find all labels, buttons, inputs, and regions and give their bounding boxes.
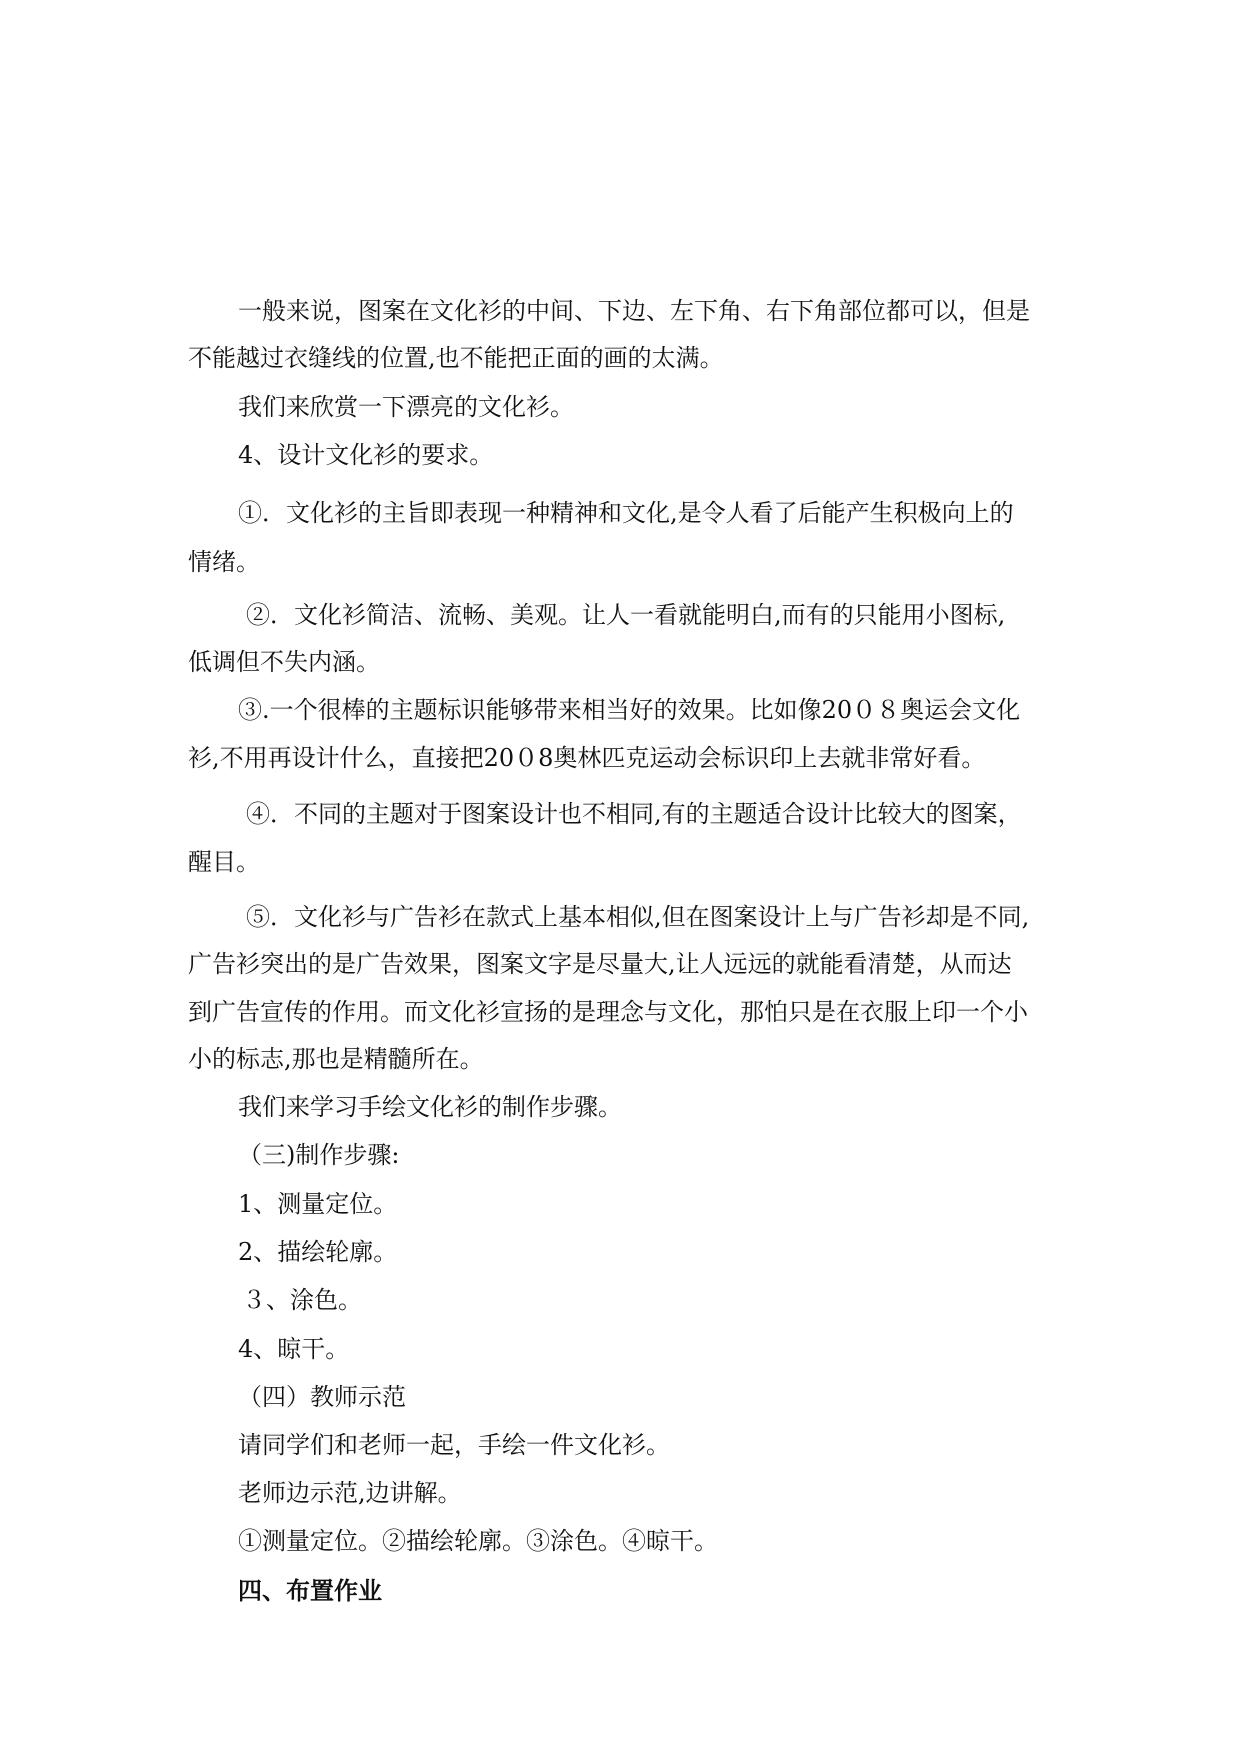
section-heading: 4、设计文化衫的要求。 xyxy=(238,441,494,469)
paragraph-line: 不能越过衣缝线的位置,也不能把正面的画的太满。 xyxy=(188,344,724,372)
step-item: ３、涂色。 xyxy=(242,1286,362,1314)
list-item: ③.一个很棒的主题标识能够带来相当好的效果。比如像20０８奥运会文化 xyxy=(238,696,1021,724)
list-item-continuation: 广告衫突出的是广告效果，图案文字是尽量大,让人远远的就能看清楚，从而达 xyxy=(188,950,1012,978)
step-item: 1、测量定位。 xyxy=(238,1190,398,1218)
paragraph-line: 我们来欣赏一下漂亮的文化衫。 xyxy=(238,393,574,421)
paragraph-line: 一般来说，图案在文化衫的中间、下边、左下角、右下角部位都可以，但是 xyxy=(238,297,1030,325)
step-item: 2、描绘轮廓。 xyxy=(238,1238,398,1266)
list-item-continuation: 低调但不失内涵。 xyxy=(188,648,380,676)
list-item: ④．不同的主题对于图案设计也不相同,有的主题适合设计比较大的图案， xyxy=(246,800,1022,828)
section-heading: （四）教师示范 xyxy=(238,1383,406,1411)
section-heading: 四、布置作业 xyxy=(238,1577,382,1605)
list-item-continuation: 醒目。 xyxy=(188,848,260,876)
section-heading: （三)制作步骤: xyxy=(238,1141,400,1169)
paragraph-line: 老师边示范,边讲解。 xyxy=(238,1479,462,1507)
list-item-continuation: 情绪。 xyxy=(188,548,260,576)
list-item-continuation: 衫,不用再设计什么，直接把20０8奥林匹克运动会标识印上去就非常好看。 xyxy=(188,744,986,772)
paragraph-line: 我们来学习手绘文化衫的制作步骤。 xyxy=(238,1093,622,1121)
step-item: 4、晾干。 xyxy=(238,1335,350,1363)
list-item: ⑤．文化衫与广告衫在款式上基本相似,但在图案设计上与广告衫却是不同, xyxy=(246,903,1030,931)
paragraph-line: ①测量定位。②描绘轮廓。③涂色。④晾干。 xyxy=(238,1527,718,1555)
list-item-continuation: 到广告宣传的作用。而文化衫宣扬的是理念与文化，那怕只是在衣服上印一个小 xyxy=(188,998,1028,1026)
paragraph-line: 请同学们和老师一起，手绘一件文化衫。 xyxy=(238,1431,670,1459)
list-item-continuation: 小的标志,那也是精髓所在。 xyxy=(188,1045,484,1073)
list-item: ②．文化衫简洁、流畅、美观。让人一看就能明白,而有的只能用小图标, xyxy=(246,601,1006,629)
list-item: ①．文化衫的主旨即表现一种精神和文化,是令人看了后能产生积极向上的 xyxy=(238,499,1014,527)
